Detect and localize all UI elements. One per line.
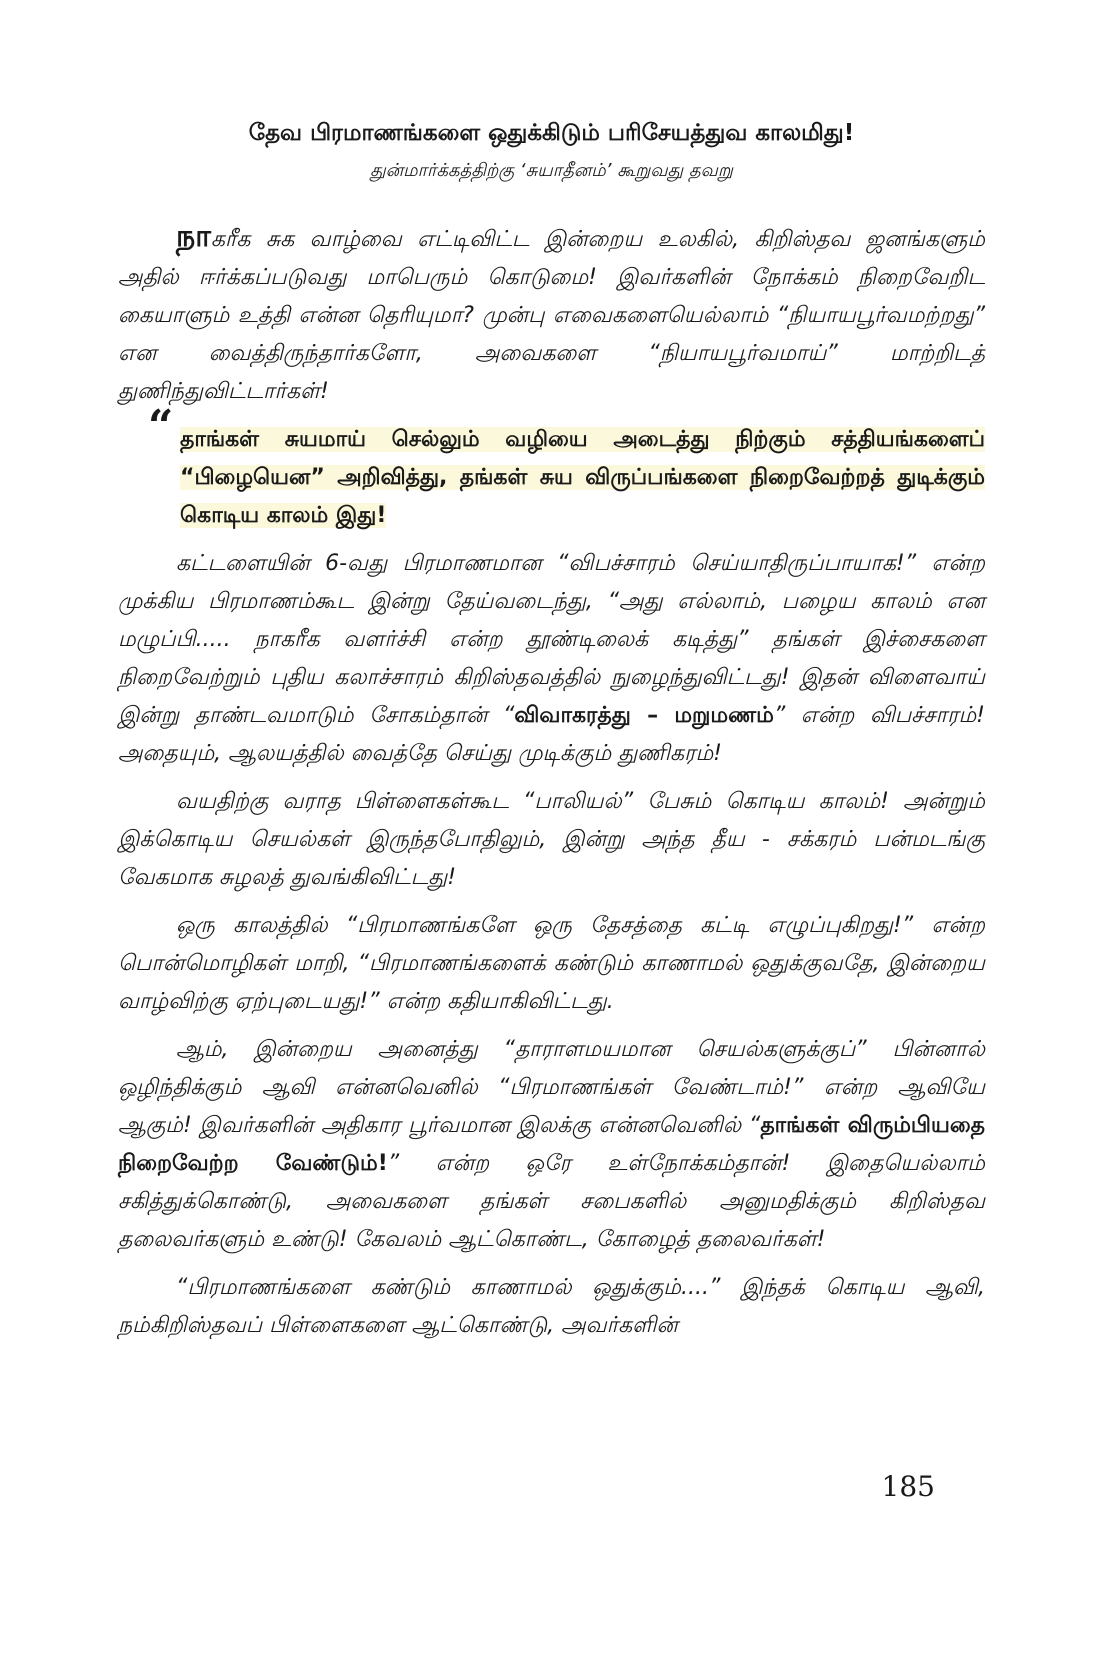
paragraph-2	[118, 545, 985, 773]
drop-cap: நா	[176, 219, 211, 254]
paragraph-5-bold: தாங்கள் விரும்பியதை நிறைவேற்ற வேண்டும்!	[118, 1113, 985, 1176]
paragraph-2-part-1: கட்டளையின் 6-வது பிரமாணமான “விபச்சாரம் செய்யாதிருப்பாயாக!” என்ற முக்கிய பிரமாணம்கூட இன்று தேய்வடைந்து, “அது எல்லாம், பழைய காலம் என மழுப்பி..... நாகரீக வளர்ச்சி என்ற தூண்டிலைக் கடித்து” தங்கள் இச்சைகளை நிறைவேற்றும் புதிய கலாச்சாரம் கிறிஸ்தவத்தில் நுழைந்துவிட்டது! இதன் விளைவாய் இன்று தாண்டவமாடும் சோகம்தான் “	[118, 551, 985, 728]
paragraph-1-text: கரீக சுக வாழ்வை எட்டிவிட்ட இன்றைய உலகில், கிறிஸ்தவ ஜனங்களும் அதில் ஈர்க்கப்படுவது மாபெரும் கொடுமை! இவர்களின் நோக்கம் நிறைவேறிட கையாளும் உத்தி என்ன தெரியுமா? முன்பு எவைகளையெல்லாம் “நியாயபூர்வமற்றது” என வைத்திருந்தார்களோ, அவைகளை “நியாயபூர்வமாய்” மாற்றிடத் துணிந்துவிட்டார்கள்!	[118, 227, 985, 404]
pull-quote-text: தாங்கள் சுயமாய் செல்லும் வழியை அடைத்து நிற்கும் சத்தியங்களைப் “பிழையென” அறிவித்து, தங்கள் சுய விருப்பங்களை நிறைவேற்றத் துடிக்கும் கொடிய காலம் இது!	[180, 427, 985, 528]
pull-quote	[118, 401, 985, 535]
article-title: தேவ பிரமாணங்களை ஒதுக்கிடும் பரிசேயத்துவ காலமிது!	[248, 120, 855, 146]
paragraph-2-bold: விவாகரத்து – மறுமணம்	[514, 703, 774, 728]
page-number: 185	[881, 1470, 935, 1503]
paragraph-5-part-2: ” என்ற ஒரே உள்நோக்கம்தான்! இதையெல்லாம் சகித்துக்கொண்டு, அவைகளை தங்கள் சபைகளில் அனுமதிக்கும் கிறிஸ்தவ தலைவர்களும் உண்டு! கேவலம் ஆட்கொண்ட, கோழைத் தலைவர்கள்!	[118, 1151, 985, 1252]
paragraph-5-part-1: ஆம், இன்றைய அனைத்து “தாராளமயமான செயல்களுக்குப்” பின்னால் ஒழிந்திக்கும் ஆவி என்னவெனில் “பிரமாணங்கள் வேண்டாம்!” என்ற ஆவியே ஆகும்! இவர்களின் அதிகார பூர்வமான இலக்கு என்னவெனில் “	[118, 1037, 985, 1138]
paragraph-1	[118, 218, 985, 411]
paragraph-5	[118, 1031, 985, 1259]
paragraph-4: ஒரு காலத்தில் “பிரமாணங்களே ஒரு தேசத்தை கட்டி எழுப்புகிறது!” என்ற பொன்மொழிகள் மாறி, “பிரமாணங்களைக் கண்டும் காணாமல் ஒதுக்குவதே, இன்றைய வாழ்விற்கு ஏற்புடையது!” என்ற கதியாகிவிட்டது.	[118, 913, 985, 1014]
article-subtitle: துன்மார்க்கத்திற்கு ‘சுயாதீனம்’ கூறுவது தவறு	[370, 160, 733, 181]
quote-mark: “	[148, 401, 174, 452]
paragraph-2-part-2: ” என்ற விபச்சாரம்! அதையும், ஆலயத்தில் வைத்தே செய்து முடிக்கும் துணிகரம்!	[118, 703, 985, 766]
paragraph-6: “பிரமாணங்களை கண்டும் காணாமல் ஒதுக்கும்....” இந்தக் கொடிய ஆவி, நம்கிறிஸ்தவப் பிள்ளைகளை ஆட்கொண்டு, அவர்களின்	[118, 1275, 985, 1338]
pull-quote-text-block	[180, 421, 985, 535]
paragraph-3: வயதிற்கு வராத பிள்ளைகள்கூட “பாலியல்” பேசும் கொடிய காலம்! அன்றும் இக்கொடிய செயல்கள் இருந்தபோதிலும், இன்று அந்த தீய - சக்கரம் பன்மடங்கு வேகமாக சுழலத் துவங்கிவிட்டது!	[118, 789, 985, 890]
